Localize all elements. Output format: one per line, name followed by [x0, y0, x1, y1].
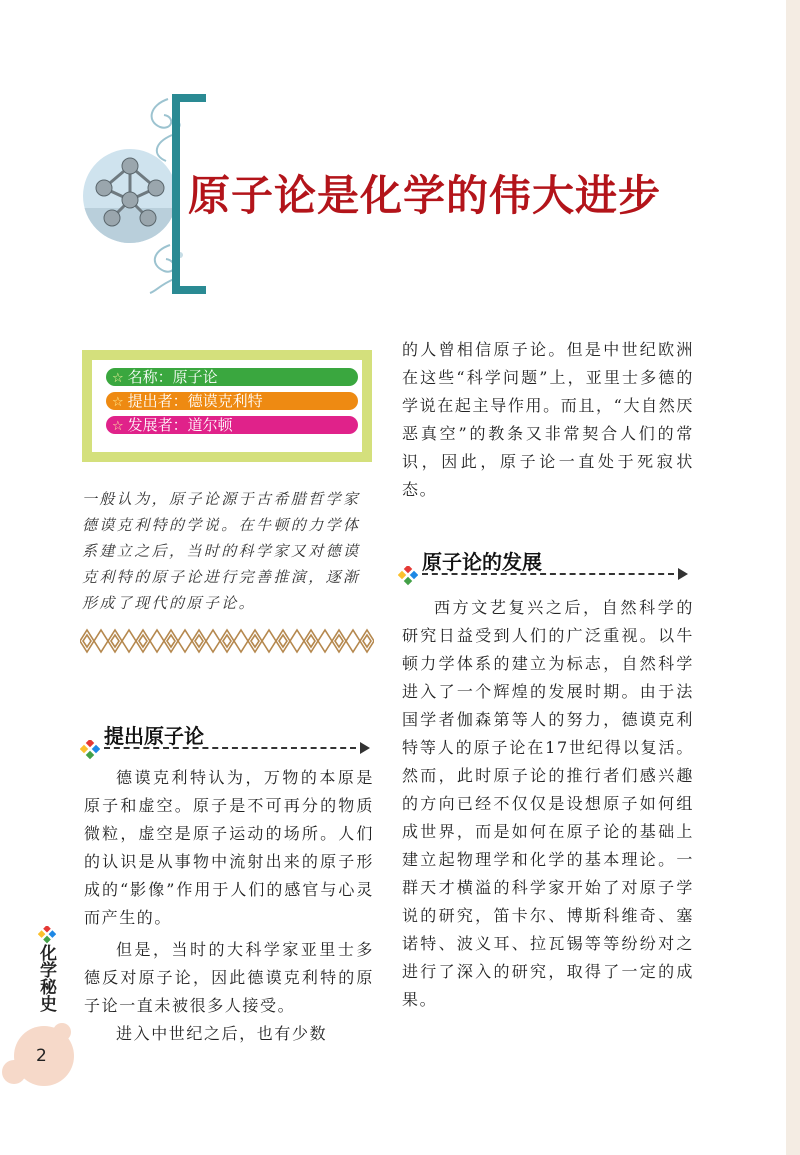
info-item-proposer [106, 392, 358, 410]
diamond-border-ornament [80, 626, 374, 656]
section-heading-development [398, 546, 694, 586]
star-icon: ☆ [112, 371, 124, 386]
atomium-photo [82, 148, 178, 244]
page-title: 原子论是化学的伟大进步 [188, 171, 662, 220]
info-box-inner [92, 360, 362, 452]
info-item-name [106, 368, 358, 386]
star-icon: ☆ [112, 395, 124, 410]
info-item-text: 提出者：德谟克利特 [127, 392, 263, 410]
paragraph: 的人曾相信原子论。但是中世纪欧洲在这些“科学问题”上，亚里士多德的学说在起主导作用。而且，“大自然厌恶真空”的教条又非常契合人们的常识，因此，原子论一直处于死寂状态。 [402, 340, 694, 499]
book-series-label: 化学秘史 [36, 944, 56, 1012]
info-item-developer [106, 416, 358, 434]
dashed-arrow-line [104, 747, 356, 749]
paragraph: 西方文艺复兴之后，自然科学的研究日益受到人们的广泛重视。以牛顿力学体系的建立为标志，自然科学进入了一个辉煌的发展时期。由于法国学者伽森第等人的努力，德谟克利特等人的原子论在17世纪得以复活。然而，此时原子论的推行者们感兴趣的方向已经不仅仅是设想原子如何组成世界，而是如何在原子论的基础上建立起物理学和化学的基本理论。一群天才横溢的科学家开始了对原子学说的研究，笛卡尔、博斯科维奇、塞诺特、波义耳、拉瓦锡等等纷纷对之进行了深入的研究，取得了一定的成果。 [402, 598, 694, 1009]
colored-dots-icon [398, 566, 418, 586]
intro-text: 一般认为，原子论源于古希腊哲学家德谟克利特的学说。在牛顿的力学体系建立之后，当时的科学家又对德谟克利特的原子论进行完善推演，逐渐形成了现代的原子论。 [82, 490, 361, 612]
section-title: 原子论的发展 [422, 550, 542, 574]
section-title: 提出原子论 [104, 724, 204, 748]
info-item-text: 名称：原子论 [127, 368, 218, 386]
colored-dots-icon [80, 740, 100, 760]
arrow-icon [678, 568, 688, 580]
colored-dots-icon [38, 926, 56, 944]
info-item-text: 发展者：道尔顿 [127, 416, 233, 434]
section-heading-propose [80, 720, 376, 760]
dashed-arrow-line [422, 573, 674, 575]
info-box [82, 350, 372, 462]
arrow-icon [360, 742, 370, 754]
paragraph: 进入中世纪之后，也有少数 [116, 1024, 328, 1043]
page-number: 2 [36, 1046, 47, 1066]
paragraph: 但是，当时的大科学家亚里士多德反对原子论，因此德谟克利特的原子论一直未被很多人接受。 [84, 940, 374, 1015]
star-icon: ☆ [112, 419, 124, 434]
page-edge-strip [786, 0, 800, 1155]
paragraph: 德谟克利特认为，万物的本原是原子和虚空。原子是不可再分的物质微粒，虚空是原子运动的场所。人们的认识是从事物中流射出来的原子形成的“影像”作用于人们的感官与心灵而产生的。 [84, 768, 374, 927]
